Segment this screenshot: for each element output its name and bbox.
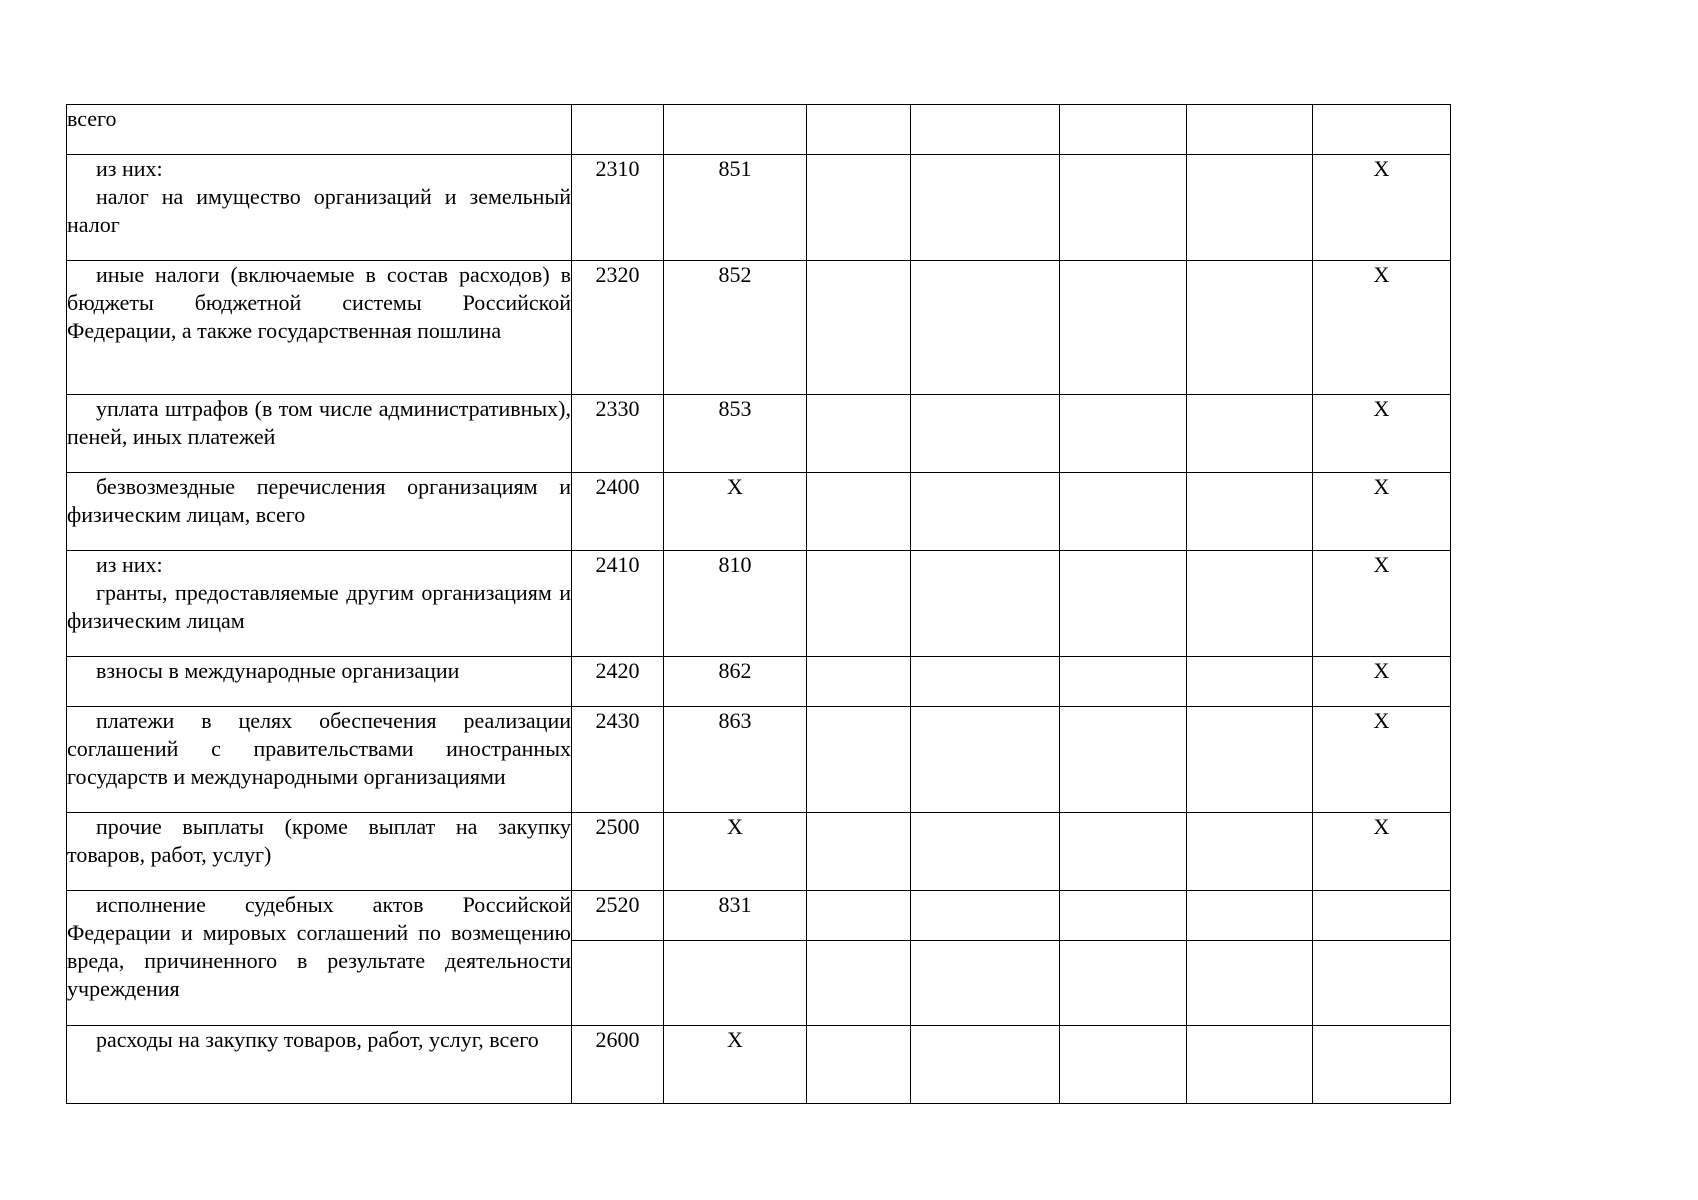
empty-cell	[1060, 261, 1187, 395]
row-name-line: взносы в международные организации	[96, 658, 460, 683]
row-kosgu	[664, 105, 807, 155]
empty-cell	[807, 551, 911, 657]
table-row	[67, 261, 1451, 395]
empty-cell	[807, 155, 911, 261]
row-name-line: налог на имущество организаций и земельный налог	[67, 184, 571, 237]
row-name	[67, 551, 572, 657]
empty-cell	[807, 261, 911, 395]
budget-expenses-table	[66, 104, 1451, 1104]
empty-cell	[1060, 657, 1187, 707]
empty-cell	[911, 395, 1060, 473]
row-mark: X	[1313, 473, 1451, 551]
row-code: 2500	[572, 813, 664, 891]
empty-cell	[1060, 551, 1187, 657]
empty-cell	[807, 473, 911, 551]
row-name-line: прочие выплаты (кроме выплат на закупку товаров, работ, услуг)	[67, 814, 571, 867]
row-name	[67, 473, 572, 551]
row-name-line: из них:	[96, 552, 163, 577]
table-row	[67, 707, 1451, 813]
empty-cell	[911, 941, 1060, 1026]
row-name	[67, 1026, 572, 1104]
row-code: 2430	[572, 707, 664, 813]
empty-cell	[572, 941, 664, 1026]
empty-cell	[911, 155, 1060, 261]
empty-cell	[807, 813, 911, 891]
empty-cell	[1187, 155, 1313, 261]
table-row	[67, 813, 1451, 891]
empty-cell	[1187, 1026, 1313, 1104]
row-name-line: всего	[67, 106, 117, 131]
row-kosgu: 853	[664, 395, 807, 473]
empty-cell	[911, 105, 1060, 155]
row-name	[67, 891, 572, 1026]
table-body	[67, 105, 1451, 1104]
row-code: 2600	[572, 1026, 664, 1104]
row-name-line: расходы на закупку товаров, работ, услуг, всего	[96, 1027, 539, 1052]
row-code: 2320	[572, 261, 664, 395]
row-mark: X	[1313, 155, 1451, 261]
row-code: 2330	[572, 395, 664, 473]
row-mark	[1313, 1026, 1451, 1104]
empty-cell	[1187, 707, 1313, 813]
row-mark: X	[1313, 261, 1451, 395]
row-mark: X	[1313, 551, 1451, 657]
empty-cell	[911, 891, 1060, 941]
empty-cell	[911, 1026, 1060, 1104]
row-mark: X	[1313, 813, 1451, 891]
row-mark: X	[1313, 657, 1451, 707]
empty-cell	[1187, 657, 1313, 707]
empty-cell	[1187, 473, 1313, 551]
empty-cell	[1060, 473, 1187, 551]
empty-cell	[1313, 941, 1451, 1026]
row-mark	[1313, 891, 1451, 941]
empty-cell	[1187, 551, 1313, 657]
row-kosgu: X	[664, 473, 807, 551]
table-row	[67, 657, 1451, 707]
row-name	[67, 657, 572, 707]
empty-cell	[911, 473, 1060, 551]
empty-cell	[1187, 813, 1313, 891]
empty-cell	[807, 657, 911, 707]
empty-cell	[1060, 707, 1187, 813]
empty-cell	[1060, 813, 1187, 891]
row-mark: X	[1313, 395, 1451, 473]
table-row	[67, 891, 1451, 941]
row-code	[572, 105, 664, 155]
table-row	[67, 1026, 1451, 1104]
row-code: 2400	[572, 473, 664, 551]
row-code: 2520	[572, 891, 664, 941]
row-name-line: платежи в целях обеспечения реализации соглашений с правительствами иностранных государств и международными организациями	[67, 708, 571, 789]
empty-cell	[1187, 395, 1313, 473]
row-name	[67, 105, 572, 155]
row-name-line: иные налоги (включаемые в состав расходов) в бюджеты бюджетной системы Российской Федерации, а также государственная пошлина	[67, 262, 571, 343]
row-name-line: гранты, предоставляемые другим организациям и физическим лицам	[67, 580, 571, 633]
row-name-line: безвозмездные перечисления организациям и физическим лицам, всего	[67, 474, 571, 527]
table-row	[67, 473, 1451, 551]
row-name	[67, 707, 572, 813]
row-kosgu: 863	[664, 707, 807, 813]
empty-cell	[911, 657, 1060, 707]
row-name	[67, 813, 572, 891]
row-code: 2310	[572, 155, 664, 261]
table-row	[67, 155, 1451, 261]
row-kosgu: X	[664, 813, 807, 891]
row-mark: X	[1313, 707, 1451, 813]
row-name-line: из них:	[96, 156, 163, 181]
empty-cell	[1060, 891, 1187, 941]
table-row	[67, 395, 1451, 473]
row-name-line: уплата штрафов (в том числе административных), пеней, иных платежей	[67, 396, 571, 449]
row-name	[67, 155, 572, 261]
empty-cell	[1060, 395, 1187, 473]
empty-cell	[1060, 941, 1187, 1026]
empty-cell	[911, 707, 1060, 813]
empty-cell	[807, 707, 911, 813]
empty-cell	[807, 105, 911, 155]
row-code: 2410	[572, 551, 664, 657]
row-name-line: исполнение судебных актов Российской Федерации и мировых соглашений по возмещению вреда, причиненного в результате деятельности учреждения	[67, 892, 571, 1001]
row-mark	[1313, 105, 1451, 155]
empty-cell	[664, 941, 807, 1026]
empty-cell	[807, 1026, 911, 1104]
empty-cell	[1187, 105, 1313, 155]
row-kosgu: 852	[664, 261, 807, 395]
empty-cell	[807, 395, 911, 473]
table-row	[67, 551, 1451, 657]
row-kosgu: 851	[664, 155, 807, 261]
empty-cell	[911, 551, 1060, 657]
row-kosgu: 831	[664, 891, 807, 941]
row-code: 2420	[572, 657, 664, 707]
empty-cell	[1187, 941, 1313, 1026]
empty-cell	[1060, 105, 1187, 155]
empty-cell	[911, 813, 1060, 891]
empty-cell	[1187, 891, 1313, 941]
empty-cell	[807, 891, 911, 941]
row-kosgu: X	[664, 1026, 807, 1104]
row-kosgu: 810	[664, 551, 807, 657]
row-name	[67, 395, 572, 473]
row-name	[67, 261, 572, 395]
empty-cell	[1060, 1026, 1187, 1104]
table-row	[67, 105, 1451, 155]
empty-cell	[807, 941, 911, 1026]
row-kosgu: 862	[664, 657, 807, 707]
empty-cell	[911, 261, 1060, 395]
empty-cell	[1060, 155, 1187, 261]
empty-cell	[1187, 261, 1313, 395]
